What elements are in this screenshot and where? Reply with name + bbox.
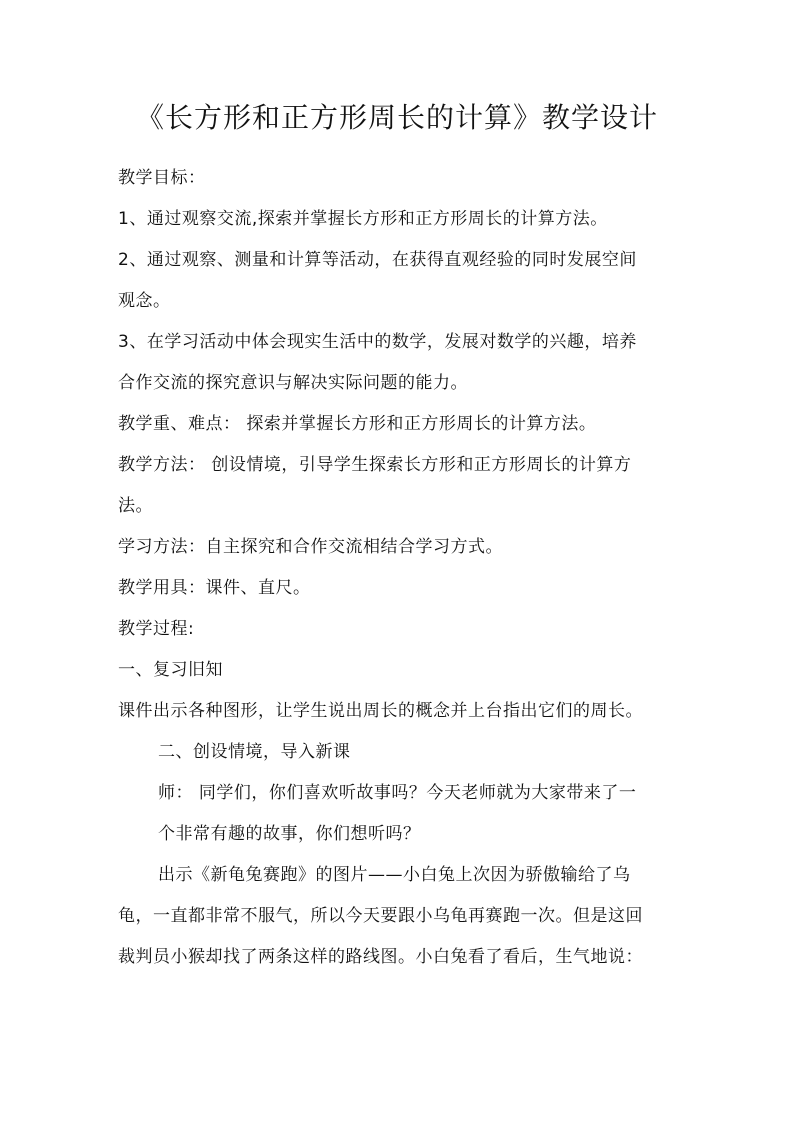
story-paragraph-line-2: 龟，一直都非常不服气，所以今天要跟小乌龟再赛跑一次。但是这回 bbox=[118, 906, 643, 926]
learning-method: 学习方法：自主探究和合作交流相结合学习方式。 bbox=[118, 537, 503, 557]
objective-2-continued: 观念。 bbox=[118, 291, 171, 311]
teaching-tools: 教学用具：课件、直尺。 bbox=[118, 578, 311, 598]
teaching-method-continued: 法。 bbox=[118, 496, 153, 516]
teacher-line-continued: 个非常有趣的故事，你们想听吗？ bbox=[158, 824, 421, 844]
objective-3: 3、在学习活动中体会现实生活中的数学，发展对数学的兴趣，培养 bbox=[118, 332, 637, 352]
document-title: 《长方形和正方形周长的计算》教学设计 bbox=[135, 101, 658, 134]
teaching-method: 教学方法： 创设情境，引导学生探索长方形和正方形周长的计算方 bbox=[118, 455, 632, 475]
review-paragraph: 课件出示各种图形，让学生说出周长的概念并上台指出它们的周长。 bbox=[118, 701, 643, 721]
objective-3-continued: 合作交流的探究意识与解决实际问题的能力。 bbox=[118, 373, 468, 393]
objective-2: 2、通过观察、测量和计算等活动，在获得直观经验的同时发展空间 bbox=[118, 250, 637, 270]
section-heading-review: 一、复习旧知 bbox=[118, 660, 223, 680]
section-label-objectives: 教学目标： bbox=[118, 168, 206, 188]
teaching-process-label: 教学过程: bbox=[118, 619, 195, 639]
key-points: 教学重、难点： 探索并掌握长方形和正方形周长的计算方法。 bbox=[118, 414, 597, 434]
story-paragraph-line-3: 裁判员小猴却找了两条这样的路线图。小白兔看了看后，生气地说： bbox=[118, 947, 643, 967]
story-paragraph-start: 出示《新龟兔赛跑》的图片——小白兔上次因为骄傲输给了乌 bbox=[158, 865, 631, 885]
teacher-line: 师： 同学们，你们喜欢听故事吗？今天老师就为大家带来了一 bbox=[158, 783, 637, 803]
objective-1: 1、通过观察交流,探索并掌握长方形和正方形周长的计算方法。 bbox=[118, 209, 608, 229]
section-heading-scenario: 二、创设情境，导入新课 bbox=[158, 742, 351, 762]
